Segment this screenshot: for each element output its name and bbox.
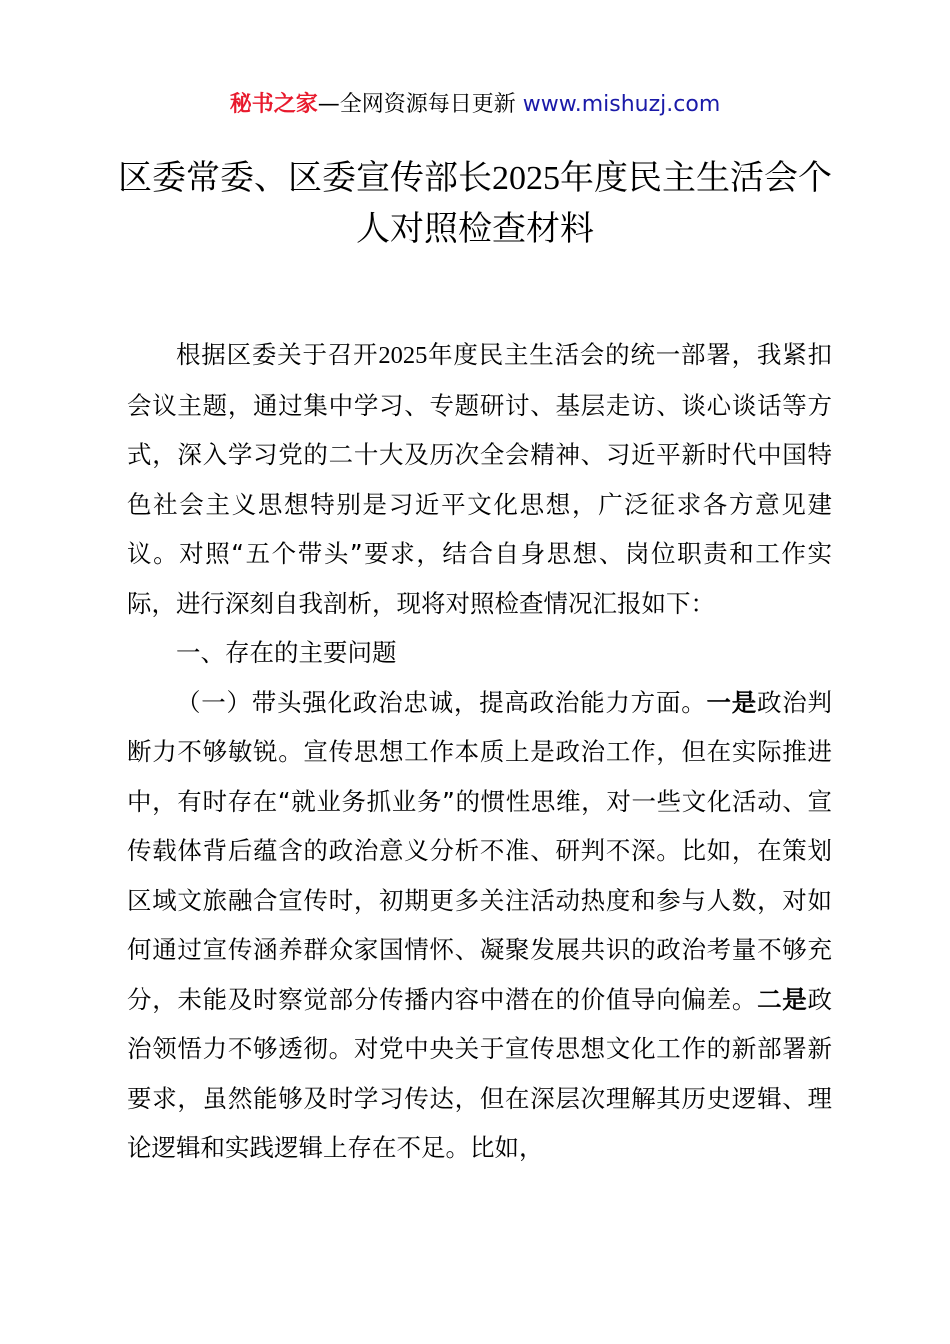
point-1-label: 一是 xyxy=(706,687,757,717)
header-tagline: —全网资源每日更新 xyxy=(317,92,523,117)
title-year: 2025 xyxy=(492,160,560,197)
point-2-label: 二是 xyxy=(757,984,808,1014)
intro-paragraph xyxy=(127,330,832,628)
brand-name: 秘书之家 xyxy=(229,92,318,117)
title-part-2: 年度民主生活会个人对照检查材料 xyxy=(356,158,832,249)
document-body xyxy=(127,330,832,1173)
site-header xyxy=(0,88,950,122)
document-title xyxy=(118,153,832,255)
subsection-heading: （一）带头强化政治忠诚，提高政治能力方面。 xyxy=(176,687,707,717)
title-part-1: 区委常委、区委宣传部长 xyxy=(118,158,492,198)
intro-part-2: 年度民主生活会的统一部署，我紧扣会议主题，通过集中学习、专题研讨、基层走访、谈心谈话等方式，深入学习党的二十大及历次全会精神、习近平新时代中国特色社会主义思想特别是习近平文化思想，广泛征求各方意见建议。对照“五个带头”要求，结合自身思想、岗位职责和工作实际，进行深刻自我剖析，现将对照检查情况汇报如下： xyxy=(127,340,833,618)
intro-year: 2025 xyxy=(378,342,428,369)
intro-part-1: 根据区委关于召开 xyxy=(176,340,379,369)
point-2-text: 政治领悟力不够透彻。对党中央关于宣传思想文化工作的新部署新要求，虽然能够及时学习传达，但在深层次理解其历史逻辑、理论逻辑和实践逻辑上存在不足。比如， xyxy=(127,984,833,1162)
section-heading: 一、存在的主要问题 xyxy=(176,638,397,667)
subsection-paragraph xyxy=(127,678,832,1173)
header-url-link[interactable]: www.mishuzj.com xyxy=(522,92,721,117)
point-1-text: 政治判断力不够敏锐。宣传思想工作本质上是政治工作，但在实际推进中，有时存在“就业务抓业务”的惯性思维，对一些文化活动、宣传载体背后蕴含的政治意义分析不准、研判不深。比如，在策划区域文旅融合宣传时，初期更多关注活动热度和参与人数，对如何通过宣传涵养群众家国情怀、凝聚发展共识的政治考量不够充分，未能及时察觉部分传播内容中潜在的价值导向偏差。 xyxy=(127,687,833,1014)
